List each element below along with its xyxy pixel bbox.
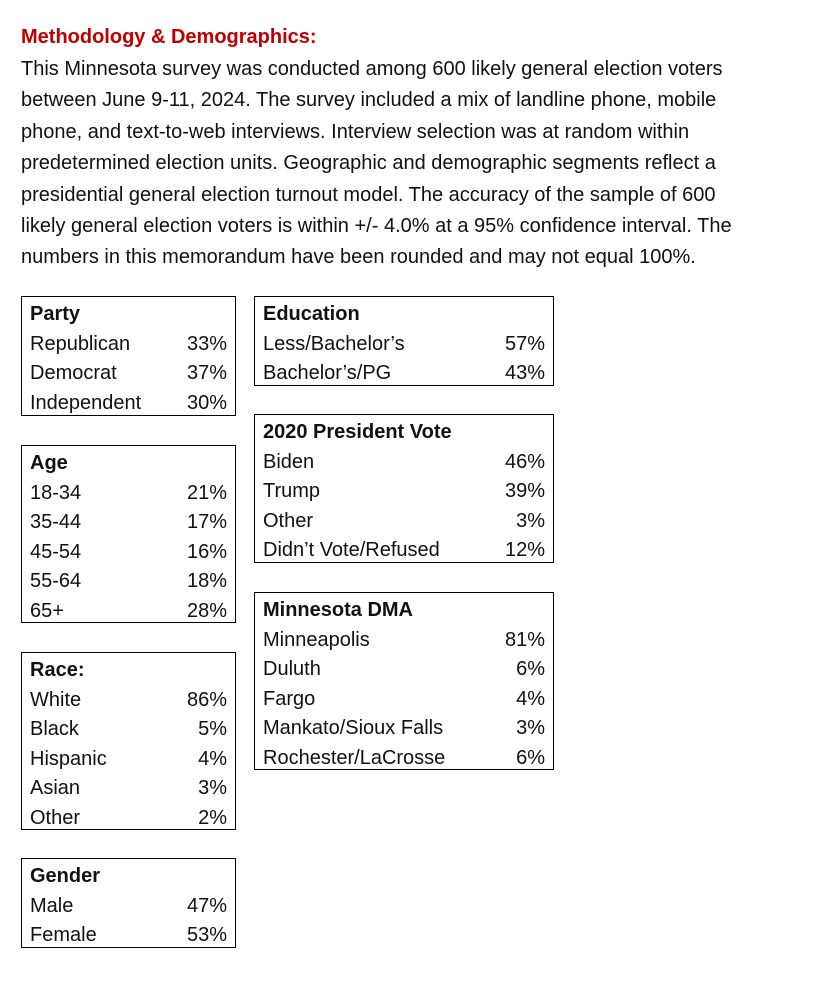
row-label: Democrat bbox=[30, 362, 117, 384]
row-value: 37% bbox=[186, 362, 227, 384]
row-value: 4% bbox=[198, 747, 227, 770]
table-title: Education bbox=[263, 303, 360, 325]
row-value: 30% bbox=[186, 391, 227, 414]
row-value: 43% bbox=[504, 362, 545, 384]
row-value: 28% bbox=[186, 599, 227, 622]
paragraph-line: numbers in this memorandum have been rounded and may not equal 100%. bbox=[21, 246, 696, 269]
paragraph-line: This Minnesota survey was conducted among 600 likely general election voters bbox=[21, 58, 723, 80]
row-value: 16% bbox=[186, 540, 227, 563]
row-label: Rochester/LaCrosse bbox=[263, 746, 446, 769]
row-label: Duluth bbox=[263, 658, 321, 680]
row-value: 3% bbox=[516, 717, 545, 739]
table-row bbox=[263, 330, 545, 360]
row-value: 18% bbox=[186, 570, 227, 592]
row-value: 12% bbox=[504, 539, 545, 561]
row-label: Black bbox=[30, 718, 79, 740]
row-value: 21% bbox=[186, 481, 227, 504]
row-value: 4% bbox=[516, 687, 545, 710]
table-row bbox=[263, 359, 545, 389]
table-row bbox=[263, 655, 545, 685]
row-label: Asian bbox=[30, 777, 81, 799]
row-value: 47% bbox=[186, 894, 227, 917]
table-row bbox=[30, 892, 227, 922]
row-label: 35-44 bbox=[30, 511, 82, 533]
row-value: 5% bbox=[198, 718, 227, 740]
table-row bbox=[263, 714, 545, 744]
table-row bbox=[263, 626, 545, 656]
row-value: 53% bbox=[186, 924, 227, 946]
row-value: 81% bbox=[504, 628, 545, 651]
table-row bbox=[263, 507, 545, 537]
table-row bbox=[30, 538, 227, 568]
paragraph-line: likely general election voters is within +/- 4.0% at a 95% confidence interval. The bbox=[21, 215, 732, 238]
row-value: 3% bbox=[516, 509, 545, 532]
row-label: Minneapolis bbox=[263, 628, 370, 651]
table-row bbox=[30, 921, 227, 951]
row-label: White bbox=[30, 688, 82, 711]
row-value: 6% bbox=[516, 746, 545, 769]
row-label: Fargo bbox=[263, 687, 316, 710]
row-value: 2% bbox=[198, 806, 227, 829]
row-value: 33% bbox=[186, 332, 227, 355]
row-value: 46% bbox=[504, 450, 545, 473]
paragraph-line: phone, and text-to-web interviews. Interview selection was at random within bbox=[21, 120, 690, 143]
row-value: 57% bbox=[504, 332, 545, 355]
table-row bbox=[30, 597, 227, 627]
table-row bbox=[30, 567, 227, 597]
table-row bbox=[30, 359, 227, 389]
table-row bbox=[30, 330, 227, 360]
table-row bbox=[263, 448, 545, 478]
row-label: Biden bbox=[263, 450, 315, 473]
page-heading: Methodology & Demographics: bbox=[21, 26, 317, 48]
row-label: Independent bbox=[30, 391, 142, 414]
age-table bbox=[21, 445, 236, 623]
race-table bbox=[21, 652, 236, 830]
row-label: Trump bbox=[263, 480, 321, 502]
row-label: Other bbox=[30, 806, 81, 829]
table-title: 2020 President Vote bbox=[263, 421, 452, 443]
table-row bbox=[263, 536, 545, 566]
row-label: Other bbox=[263, 509, 314, 532]
row-label: 18-34 bbox=[30, 481, 82, 504]
dma-table bbox=[254, 592, 554, 770]
president-vote-table bbox=[254, 414, 554, 563]
row-value: 17% bbox=[186, 511, 227, 533]
row-label: Less/Bachelor’s bbox=[263, 332, 405, 355]
paragraph-line: between June 9-11, 2024. The survey included a mix of landline phone, mobile bbox=[21, 89, 717, 112]
paragraph-line: presidential general election turnout model. The accuracy of the sample of 600 bbox=[21, 183, 716, 206]
row-label: Mankato/Sioux Falls bbox=[263, 717, 444, 739]
table-title: Minnesota DMA bbox=[263, 599, 413, 621]
row-label: Female bbox=[30, 924, 97, 946]
row-label: Republican bbox=[30, 332, 131, 355]
table-title: Party bbox=[30, 303, 81, 325]
table-title: Age bbox=[30, 452, 68, 474]
row-label: Hispanic bbox=[30, 747, 107, 770]
gender-table bbox=[21, 858, 236, 948]
row-value: 3% bbox=[198, 777, 227, 799]
methodology-paragraph bbox=[21, 54, 821, 274]
table-row bbox=[30, 508, 227, 538]
row-value: 6% bbox=[516, 658, 545, 680]
row-label: 55-64 bbox=[30, 570, 82, 592]
table-row bbox=[30, 686, 227, 716]
party-table bbox=[21, 296, 236, 416]
row-label: Bachelor’s/PG bbox=[263, 362, 392, 384]
table-title: Gender bbox=[30, 865, 101, 887]
education-table bbox=[254, 296, 554, 386]
paragraph-line: predetermined election units. Geographic and demographic segments reflect a bbox=[21, 152, 716, 175]
table-row bbox=[30, 774, 227, 804]
row-label: 65+ bbox=[30, 599, 64, 622]
table-row bbox=[263, 744, 545, 774]
row-value: 86% bbox=[186, 688, 227, 711]
row-label: Male bbox=[30, 894, 74, 917]
row-label: 45-54 bbox=[30, 540, 82, 563]
table-row bbox=[30, 804, 227, 834]
table-row bbox=[30, 389, 227, 419]
row-value: 39% bbox=[504, 480, 545, 502]
table-row bbox=[30, 715, 227, 745]
table-row bbox=[30, 745, 227, 775]
table-title: Race: bbox=[30, 659, 85, 681]
table-row bbox=[263, 685, 545, 715]
row-label: Didn’t Vote/Refused bbox=[263, 539, 440, 561]
table-row bbox=[263, 477, 545, 507]
table-row bbox=[30, 479, 227, 509]
